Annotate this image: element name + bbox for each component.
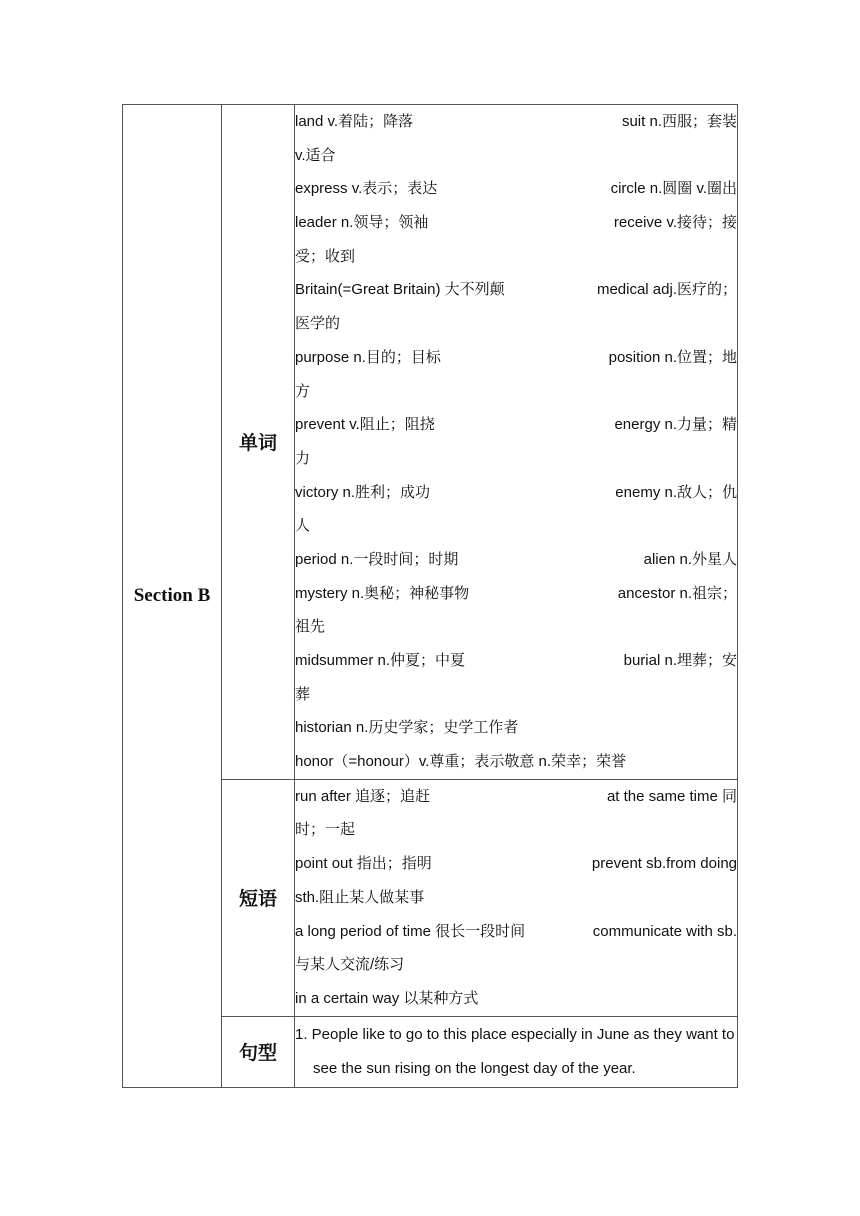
phrases-entry-left: in a certain way 以某种方式 (295, 989, 479, 1007)
phrases-entry-left: 时；一起 (295, 821, 356, 839)
phrases-content (295, 779, 738, 1016)
vocab-line (295, 543, 737, 577)
phrases-entry-left: 与某人交流/练习 (295, 956, 405, 974)
vocab-line (295, 172, 737, 206)
vocab-entry-left: 葬 (295, 685, 311, 703)
vocab-entry-right: ancestor n.祖宗； (617, 584, 737, 602)
vocab-entry-left: midsummer n.仲夏；中夏 (295, 652, 466, 669)
vocab-line (295, 476, 737, 510)
vocab-entry-left: period n.一段时间；时期 (295, 550, 459, 568)
vocab-line (295, 240, 737, 274)
vocab-line (295, 307, 737, 341)
vocab-line (295, 577, 737, 611)
sentences-category-label: 句型 (222, 1016, 295, 1087)
phrases-line (295, 982, 737, 1016)
phrases-line (295, 780, 737, 814)
vocab-entry-left: purpose n.目的；目标 (295, 348, 441, 366)
vocab-entry-left: 力 (295, 449, 311, 467)
phrases-category-label: 短语 (222, 779, 295, 1016)
vocab-line (295, 273, 737, 307)
vocab-category-label: 单词 (222, 105, 295, 780)
vocab-entry-right: medical adj.医疗的； (596, 281, 737, 299)
phrases-line (295, 948, 737, 982)
vocab-entry-left: express v.表示；表达 (295, 180, 438, 198)
vocab-entry-right: circle n.圆圈 v.圈出 (610, 180, 737, 198)
vocab-entry-right: receive v.接待；接 (613, 214, 737, 232)
vocab-line (295, 745, 737, 779)
phrases-entry-left: point out 指出；指明 (295, 855, 432, 873)
vocab-entry-right: enemy n.敌人；仇 (615, 483, 737, 501)
vocab-entry-right: suit n.西服；套装 (621, 113, 737, 130)
vocab-entry-left: 医学的 (295, 315, 341, 333)
section-label: Section B (123, 105, 222, 1088)
vocab-line (295, 610, 737, 644)
vocab-entry-left: 祖先 (295, 618, 326, 636)
vocab-entry-left: 人 (295, 517, 311, 535)
vocab-row (123, 105, 738, 780)
vocab-line (295, 206, 737, 240)
vocab-line (295, 678, 737, 712)
vocab-entry-left: honor（=honour）v.尊重；表示敬意 n.荣幸；荣誉 (295, 753, 627, 771)
vocab-entry-left: prevent v.阻止；阻挠 (295, 416, 435, 434)
vocab-line (295, 375, 737, 409)
vocab-entry-right: position n.位置；地 (608, 348, 737, 366)
vocab-line (295, 644, 737, 678)
vocabulary-table (122, 104, 738, 1088)
phrases-entry-left: a long period of time 很长一段时间 (295, 922, 526, 940)
phrases-entry-right: at the same time 同 (606, 787, 737, 805)
phrases-line (295, 847, 737, 881)
phrases-line (295, 813, 737, 847)
vocab-line (295, 341, 737, 375)
vocab-line (295, 105, 737, 139)
phrases-entry-left: sth.阻止某人做某事 (295, 888, 425, 906)
vocab-entry-left: 方 (295, 382, 311, 400)
phrases-line (295, 881, 737, 915)
vocab-entry-right: burial n.埋葬；安 (623, 652, 737, 669)
sentences-content (295, 1016, 738, 1087)
vocab-line (295, 139, 737, 173)
vocab-content (295, 105, 738, 780)
sentence-item: 1. People like to go to this place especially in June as they want to see the sun rising on the longest day of the year. (295, 1025, 735, 1077)
vocab-line (295, 408, 737, 442)
vocab-entry-left: 受；收到 (295, 247, 356, 265)
phrases-line (295, 915, 737, 949)
phrases-entry-right: prevent sb.from doing (591, 855, 737, 873)
vocab-entry-left: leader n.领导；领袖 (295, 214, 429, 232)
phrases-entry-left: run after 追逐；追赶 (295, 787, 431, 805)
vocab-entry-right: energy n.力量；精 (614, 416, 737, 434)
vocab-entry-left: victory n.胜利；成功 (295, 483, 431, 501)
vocab-entry-left: historian n.历史学家；史学工作者 (295, 719, 519, 737)
vocab-line (295, 711, 737, 745)
vocab-line (295, 509, 737, 543)
vocab-line (295, 442, 737, 476)
vocab-entry-left: land v.着陆；降落 (295, 113, 414, 130)
vocab-entry-left: v.适合 (295, 146, 336, 164)
vocab-entry-left: mystery n.奥秘；神秘事物 (295, 584, 470, 602)
phrases-entry-right: communicate with sb. (592, 922, 737, 940)
vocab-entry-right: alien n.外星人 (643, 550, 737, 568)
vocab-entry-left: Britain(=Great Britain) 大不列颠 (295, 281, 505, 299)
